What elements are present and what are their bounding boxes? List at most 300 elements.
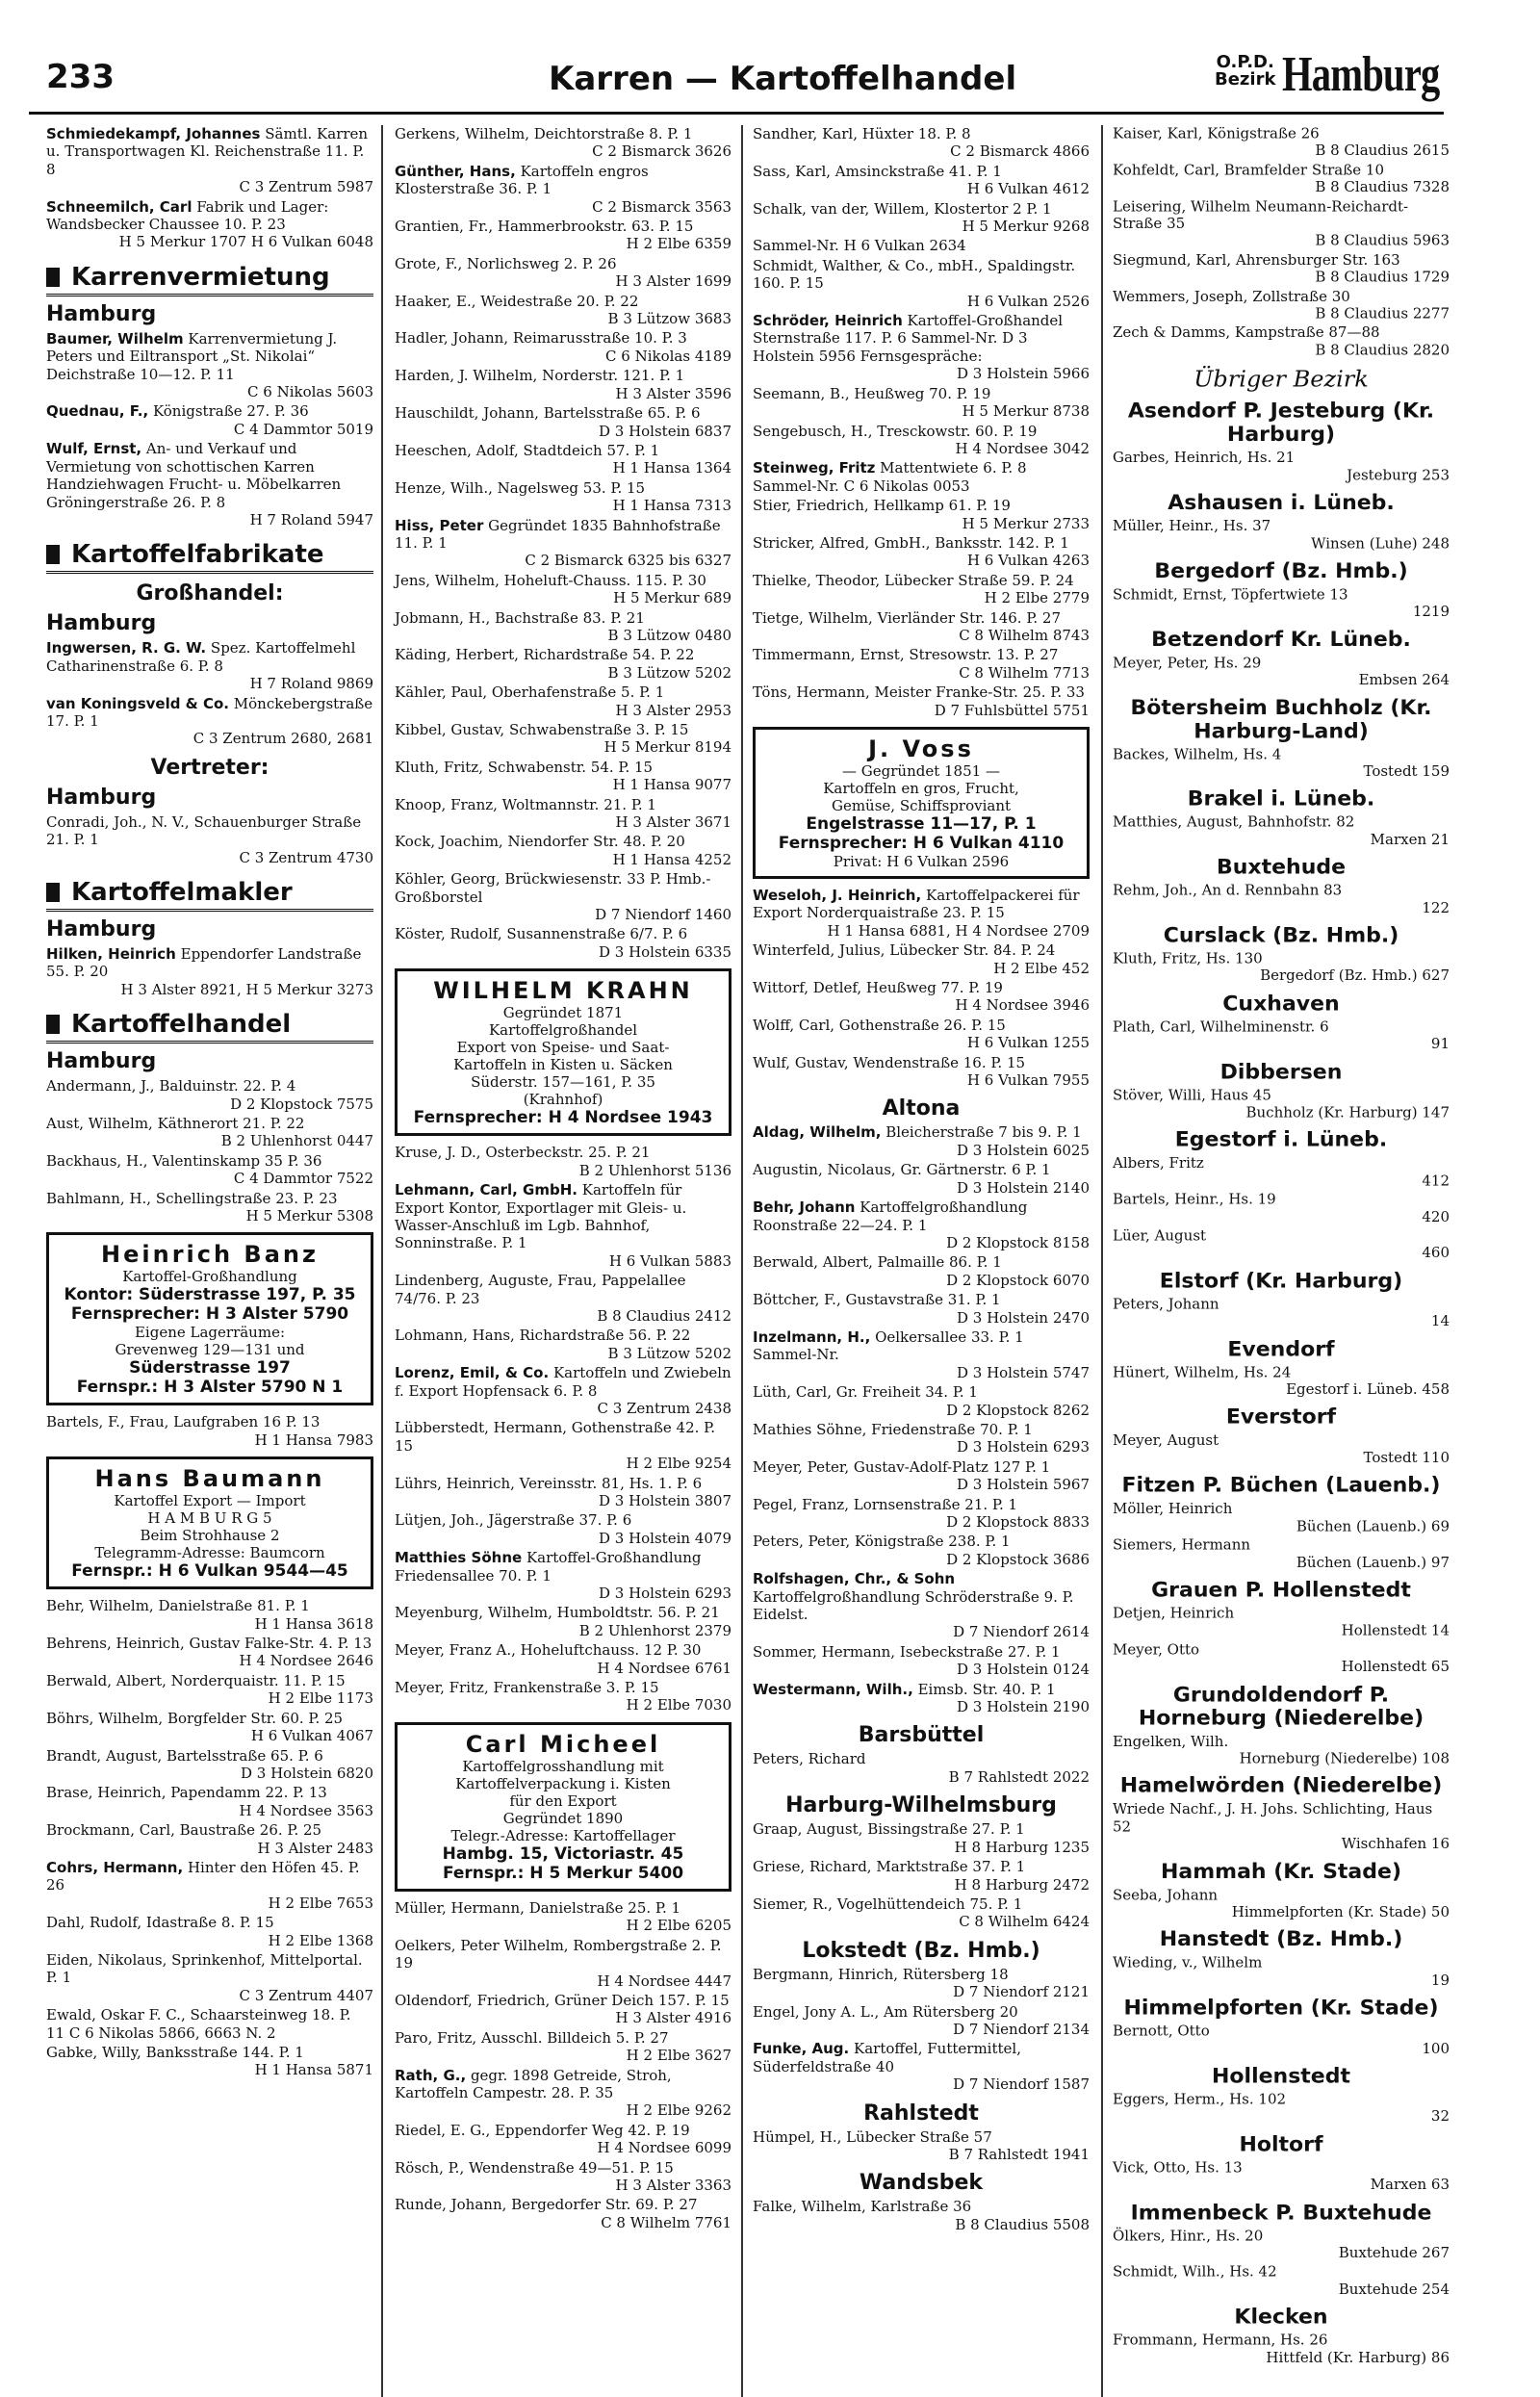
ad-line: Kartoffelgroßhandel (488, 1021, 638, 1040)
entry-phone: 1219 (1412, 603, 1450, 620)
entry-text: Kartoffel-Großhandlung Friedensallee 70. P. 1 (395, 1549, 702, 1585)
list-item (753, 237, 1090, 254)
list-item (395, 329, 732, 365)
advertisement-box (753, 727, 1090, 879)
entry-text: Kluth, Fritz, Schwabenstr. 54. P. 15 (395, 758, 654, 776)
entry-text: Kartoffelgroßhandlung Schröderstraße 9. P. Eidelst. (753, 1587, 1074, 1624)
place-heading: Holtorf (1239, 2132, 1323, 2156)
list-item (753, 1570, 1090, 1641)
list-item (46, 1190, 373, 1225)
entry-list (46, 1413, 373, 1449)
list-item (46, 2006, 373, 2042)
list-item (395, 721, 732, 757)
entry-list (753, 125, 1090, 719)
entry-phone: Marxen 21 (1370, 831, 1450, 848)
ad-line: Telegr.-Adresse: Kartoffellager (450, 1826, 676, 1844)
entry-text: Kartoffeln für Export Kontor, Exportlager mit Gleis- u. Wasser-Anschluß im Lgb. Bahnhof, Sonninstraße. P. 1 (395, 1181, 687, 1252)
list-item (46, 1784, 373, 1819)
entry-phone: C 8 Wilhelm 7761 (601, 2213, 732, 2231)
list-item (1113, 1364, 1450, 1399)
entry-name: Weseloh, J. Heinrich, (753, 887, 922, 904)
entry-phone: Hollenstedt 65 (1341, 1658, 1450, 1676)
list-item (46, 1859, 373, 1912)
entry-text: Oelkers, Peter Wilhelm, Rombergstraße 2. P. 19 (395, 1936, 722, 1972)
ad-title: Heinrich Banz (101, 1241, 319, 1269)
list-item (753, 497, 1090, 532)
list-item (753, 1496, 1090, 1532)
list-item (753, 1681, 1090, 1716)
entry-text: Kartoffeln engros Klosterstraße 36. P. 1 (395, 162, 649, 198)
entry-text: Hauschildt, Johann, Bartelsstraße 65. P. 6 (395, 404, 701, 423)
entry-phone: D 7 Niendorf 2134 (953, 2020, 1090, 2038)
list-item (46, 402, 373, 438)
place-heading: Altona (882, 1096, 961, 1121)
list-item (753, 1253, 1090, 1289)
entry-text: Wieding, v., Wilhelm (1113, 1954, 1263, 1972)
ad-line: für den Export (509, 1791, 617, 1810)
ad-line: (Krahnhof) (523, 1091, 603, 1109)
entry-phone: C 8 Wilhelm 6424 (959, 1913, 1090, 1931)
entry-text: Fabrik und Lager: Wandsbecker Chaussee 10. P. 23 (46, 197, 329, 234)
ad-line: H A M B U R G 5 (147, 1509, 272, 1528)
entry-phone: H 4 Nordsee 6099 (597, 2139, 732, 2157)
entry-phone: H 1 Hansa 7313 (612, 497, 732, 515)
entry-list (46, 639, 373, 747)
list-item (1113, 2091, 1450, 2126)
entry-phone: H 2 Elbe 2779 (984, 589, 1090, 607)
list-item (46, 125, 373, 196)
list-item (395, 517, 732, 570)
list-item (395, 796, 732, 832)
ad-line: Fernsprecher: H 6 Vulkan 4110 (778, 834, 1065, 853)
entry-name: Wulf, Ernst, (46, 440, 142, 458)
list-item (46, 1672, 373, 1708)
entry-list (753, 2198, 1090, 2233)
entry-text: Hünert, Wilhelm, Hs. 24 (1113, 1363, 1292, 1381)
entry-text: Schmidt, Wilh., Hs. 42 (1113, 2263, 1277, 2281)
place-heading: Bergedorf (Bz. Hmb.) (1154, 559, 1408, 583)
place-heading: Immenbeck P. Buxtehude (1130, 2201, 1432, 2225)
list-item (1113, 1087, 1450, 1121)
entry-text: Haaker, E., Weidestraße 20. P. 22 (395, 292, 639, 310)
list-item (753, 1328, 1090, 1381)
entry-text: Kartoffel, Futtermittel, Süderfeldstraße 40 (753, 2040, 1021, 2075)
ad-line: Kontor: Süderstrasse 197, P. 35 (64, 1285, 356, 1305)
list-item (1113, 288, 1450, 322)
place-heading: Cuxhaven (1222, 992, 1340, 1016)
place-heading: Grundoldendorf P. Horneburg (Niederelbe) (1138, 1683, 1424, 1731)
column-4 (1113, 125, 1450, 2368)
entry-phone: C 8 Wilhelm 8743 (959, 626, 1090, 644)
entry-text: Bergmann, Hinrich, Rütersberg 18 (753, 1965, 1009, 1983)
entry-phone: H 3 Alster 2953 (615, 701, 732, 719)
entry-text: Eggers, Herm., Hs. 102 (1113, 2091, 1287, 2108)
entry-text: Kluth, Fritz, Hs. 130 (1113, 950, 1263, 967)
city-heading: Hamburg (46, 916, 157, 941)
list-item (395, 1641, 732, 1677)
place-heading: Himmelpforten (Kr. Stade) (1123, 1996, 1439, 2021)
ad-line: Grevenweg 129—131 und (115, 1341, 305, 1359)
ad-line: Fernspr.: H 6 Vulkan 9544—45 (71, 1561, 348, 1582)
entry-text: Dahl, Rudolf, Idastraße 8. P. 15 (46, 1914, 274, 1932)
entry-phone: D 7 Niendorf 2121 (953, 1983, 1090, 2001)
entry-text: Vick, Otto, Hs. 13 (1113, 2158, 1243, 2177)
list-item (753, 1123, 1090, 1159)
list-item (753, 1858, 1090, 1894)
page-header (29, 29, 1444, 106)
list-item (753, 609, 1090, 645)
entry-text: Meyer, Franz A., Hoheluftchauss. 12 P. 30 (395, 1641, 702, 1660)
list-item (1113, 125, 1450, 160)
list-item (395, 479, 732, 515)
entry-phone: D 3 Holstein 2470 (956, 1308, 1090, 1327)
entry-text: Winterfeld, Julius, Lübecker Str. 84. P. 24 (753, 941, 1056, 960)
entry-text: Mattentwiete 6. P. 8 Sammel-Nr. C 6 Nikolas 0053 (753, 459, 1027, 495)
entry-phone: D 2 Klopstock 3686 (946, 1550, 1090, 1568)
entry-list (395, 1144, 732, 1714)
list-item (753, 459, 1090, 495)
page-title: Karren — Kartoffelhandel (549, 60, 1017, 98)
entry-phone: D 3 Holstein 5967 (956, 1476, 1090, 1494)
entry-text: Karrenvermietung J. Peters und Eiltransport „St. Nikolai“ Deichstraße 10—12. P. 11 (46, 329, 338, 383)
place-heading: Lokstedt (Bz. Hmb.) (802, 1938, 1040, 1963)
entry-phone: Winsen (Luhe) 248 (1311, 534, 1450, 553)
entry-name: Steinweg, Fritz (753, 459, 876, 477)
entry-phone: B 8 Claudius 5508 (955, 2215, 1090, 2233)
place-heading: Dibbersen (1219, 1060, 1343, 1084)
ad-line: Süderstrasse 197 (129, 1358, 291, 1379)
advertisement-box (46, 1232, 373, 1405)
entry-text: Wriede Nachf., J. H. Johs. Schlichting, Haus 52 (1113, 1800, 1433, 1836)
list-item (395, 1419, 732, 1472)
entry-phone: H 1 Hansa 7983 (254, 1430, 373, 1449)
entry-text: Lüth, Carl, Gr. Freiheit 34. P. 1 (753, 1383, 978, 1402)
entry-phone: 91 (1430, 1035, 1450, 1053)
list-item (1113, 1887, 1450, 1921)
entry-phone: C 3 Zentrum 2438 (597, 1399, 732, 1417)
place-heading: Hollenstedt (1212, 2064, 1350, 2089)
entry-text: Kähler, Paul, Oberhafenstraße 5. P. 1 (395, 683, 665, 702)
city-heading: Hamburg (46, 301, 157, 326)
entry-phone: 122 (1422, 899, 1450, 916)
city-heading: Hamburg (46, 1049, 157, 1074)
list-item (395, 1144, 732, 1179)
list-item (753, 2128, 1090, 2164)
entry-text: Backes, Wilhelm, Hs. 4 (1113, 745, 1282, 763)
entry-text: Eiden, Nikolaus, Sprinkenhof, Mittelportal. P. 1 (46, 1950, 363, 1987)
list-item (753, 2198, 1090, 2233)
region-heading: Übriger Bezirk (1194, 366, 1369, 393)
entry-phone: B 2 Uhlenhorst 2379 (578, 1621, 732, 1639)
entry-phone: 412 (1422, 1172, 1450, 1189)
list-item (753, 1198, 1090, 1251)
entry-text: Spez. Kartoffelmehl Catharinenstraße 6. P. 8 (46, 639, 356, 675)
list-item (1113, 950, 1450, 985)
sub-heading: Großhandel: (136, 581, 284, 606)
list-item (395, 646, 732, 682)
entry-text: Brockmann, Carl, Baustraße 26. P. 25 (46, 1821, 322, 1840)
entry-phone: H 5 Merkur 9268 (962, 218, 1090, 236)
entry-phone: H 6 Vulkan 2526 (966, 292, 1090, 310)
place-heading: Betzendorf Kr. Lüneb. (1151, 628, 1411, 652)
entry-text: Kohfeldt, Carl, Bramfelder Straße 10 (1113, 161, 1384, 179)
list-item (46, 813, 373, 866)
entry-text: Griese, Richard, Marktstraße 37. P. 1 (753, 1858, 1026, 1876)
list-item (1113, 1227, 1450, 1262)
place-heading: Fitzen P. Büchen (Lauenb.) (1121, 1474, 1441, 1498)
entry-text: Käding, Herbert, Richardstraße 54. P. 22 (395, 646, 695, 664)
entry-text: Müller, Heinr., Hs. 37 (1113, 517, 1271, 535)
entry-text: Pegel, Franz, Lornsenstraße 21. P. 1 (753, 1495, 1018, 1513)
entry-phone: D 3 Holstein 5747 (956, 1363, 1090, 1381)
entry-text: Kibbel, Gustav, Schwabenstraße 3. P. 15 (395, 721, 689, 738)
list-item (46, 1152, 373, 1188)
entry-text: Sandher, Karl, Hüxter 18. P. 8 (753, 125, 971, 142)
list-item (753, 887, 1090, 940)
list-item (1113, 2263, 1450, 2298)
entry-phone: H 2 Elbe 7030 (626, 1696, 732, 1714)
entry-phone: Tostedt 159 (1363, 762, 1450, 780)
place-heading: Evendorf (1227, 1337, 1335, 1361)
entry-text: Graap, August, Bissingstraße 27. P. 1 (753, 1820, 1025, 1839)
entry-text: Meyenburg, Wilhelm, Humboldtstr. 56. P. 21 (395, 1604, 720, 1622)
entry-name: Rolfshagen, Chr., & Sohn (753, 1570, 956, 1588)
section-heading: Karrenvermietung (46, 263, 373, 296)
entry-phone: H 6 Vulkan 4067 (250, 1727, 373, 1745)
entry-phone: B 3 Lützow 5202 (607, 1344, 732, 1362)
place-heading: Everstorf (1225, 1405, 1337, 1430)
entry-text: Töns, Hermann, Meister Franke-Str. 25. P. 33 (753, 683, 1085, 702)
entry-name: Rath, G., (395, 2066, 467, 2084)
entry-name: Cohrs, Hermann, (46, 1858, 184, 1876)
entry-text: Engel, Jony A. L., Am Rütersberg 20 (753, 2002, 1018, 2021)
entry-text: Gerkens, Wilhelm, Deichtorstraße 8. P. 1 (395, 125, 693, 142)
entry-phone: C 2 Bismarck 6325 bis 6327 (525, 552, 732, 570)
entry-phone: B 7 Rahlstedt 1941 (948, 2145, 1090, 2163)
list-item (753, 2040, 1090, 2093)
entry-phone: H 6 Vulkan 4263 (966, 552, 1090, 570)
entry-phone: D 2 Klopstock 8262 (946, 1401, 1090, 1419)
entry-phone: H 4 Nordsee 3946 (955, 996, 1090, 1015)
entry-text: Möller, Heinrich (1113, 1500, 1233, 1517)
entry-list (753, 887, 1090, 1089)
entry-text: Ewald, Oskar F. C., Schaarsteinweg 18. P. 11 C 6 Nikolas 5866, 6663 N. 2 (46, 2006, 351, 2042)
entry-phone: D 3 Holstein 6293 (598, 1585, 732, 1603)
entry-name: Lorenz, Emil, & Co. (395, 1364, 550, 1382)
list-item (395, 404, 732, 440)
entry-text: Peters, Peter, Königstraße 238. P. 1 (753, 1533, 1011, 1551)
place-heading: Wandsbek (859, 2171, 984, 2196)
entry-phone: C 4 Dammtor 5019 (233, 420, 373, 438)
list-item (395, 255, 732, 291)
list-item (1113, 198, 1450, 250)
list-item (753, 979, 1090, 1015)
entry-text: Aust, Wilhelm, Käthnerort 21. P. 22 (46, 1115, 305, 1132)
list-item (395, 2196, 732, 2231)
list-item (1113, 746, 1450, 781)
entry-text: Wulf, Gustav, Wendenstraße 16. P. 15 (753, 1053, 1026, 1071)
entry-phone: H 2 Elbe 3627 (626, 2047, 732, 2065)
entry-text: Zech & Damms, Kampstraße 87—88 (1113, 323, 1380, 342)
entry-phone: D 3 Holstein 2190 (956, 1698, 1090, 1716)
entry-text: Bahlmann, H., Schellingstraße 23. P. 23 (46, 1189, 338, 1207)
list-item (1113, 1155, 1450, 1190)
entry-name: Westermann, Wilh., (753, 1680, 913, 1698)
entry-phone: Buxtehude 267 (1338, 2244, 1450, 2262)
entry-phone: C 2 Bismarck 3563 (592, 197, 732, 216)
entry-text: Lührs, Heinrich, Vereinsstr. 81, Hs. 1. P. 6 (395, 1474, 703, 1492)
entry-list (46, 1077, 373, 1224)
entry-list (46, 125, 373, 251)
list-item (1113, 1605, 1450, 1639)
entry-list (753, 2040, 1090, 2093)
list-item (1113, 1018, 1450, 1053)
entry-phone: D 2 Klopstock 8158 (946, 1233, 1090, 1251)
entry-text: Böttcher, F., Gustavstraße 31. P. 1 (753, 1291, 1001, 1309)
entry-phone: C 2 Bismarck 4866 (950, 142, 1090, 161)
entry-list (46, 1597, 373, 2079)
header-city: Hamburg (1282, 47, 1440, 102)
entry-text: Behrens, Heinrich, Gustav Falke-Str. 4. P. 13 (46, 1635, 372, 1653)
entry-text: Harden, J. Wilhelm, Norderstr. 121. P. 1 (395, 367, 685, 385)
entry-phone: H 5 Merkur 5308 (245, 1207, 373, 1225)
list-item (1113, 450, 1450, 484)
list-item (395, 1992, 732, 2027)
entry-list (46, 813, 373, 866)
entry-text: Conradi, Joh., N. V., Schauenburger Straße 21. P. 1 (46, 812, 362, 849)
entry-text: Stricker, Alfred, GmbH., Banksstr. 142. P. 1 (753, 533, 1069, 552)
entry-text: Brase, Heinrich, Papendamm 22. P. 13 (46, 1784, 327, 1802)
column-2 (395, 125, 732, 2233)
list-item (46, 1951, 373, 2004)
entry-phone: Hittfeld (Kr. Harburg) 86 (1266, 2349, 1450, 2366)
entry-phone: H 6 Vulkan 5883 (608, 1251, 732, 1270)
list-item (1113, 1191, 1450, 1225)
entry-text: Stöver, Willi, Haus 45 (1113, 1086, 1271, 1104)
list-item (395, 1679, 732, 1714)
entry-phone: D 3 Holstein 0124 (956, 1661, 1090, 1679)
entry-name: Schmiedekampf, Johannes (46, 125, 261, 142)
column-divider (741, 125, 743, 2397)
entry-phone: H 5 Merkur 1707 H 6 Vulkan 6048 (118, 233, 373, 251)
list-item (753, 646, 1090, 682)
entry-text: Eimsb. Str. 40. P. 1 (917, 1680, 1056, 1698)
entry-text: Meyer, August (1113, 1431, 1219, 1450)
list-item (395, 2029, 732, 2065)
entry-phone: H 3 Alster 2483 (257, 1839, 373, 1857)
entry-list (1113, 125, 1450, 359)
list-item (395, 683, 732, 719)
entry-phone: B 7 Rahlstedt 2022 (948, 1767, 1090, 1786)
entry-phone: 19 (1430, 1972, 1450, 1989)
entry-name: Matthies Söhne (395, 1549, 523, 1567)
entry-phone: H 4 Nordsee 3042 (955, 439, 1090, 457)
list-item (46, 1413, 373, 1449)
entry-phone: H 4 Nordsee 6761 (597, 1659, 732, 1677)
entry-text: Hadler, Johann, Reimarusstraße 10. P. 3 (395, 329, 687, 348)
ad-line: Hambg. 15, Victoriastr. 45 (442, 1843, 684, 1864)
entry-text: Jobmann, H., Bachstraße 83. P. 21 (395, 608, 645, 627)
list-item (395, 1181, 732, 1270)
ad-line: Fernspr.: H 3 Alster 5790 N 1 (76, 1378, 344, 1398)
ad-line: Kartoffelverpackung i. Kisten (455, 1774, 671, 1792)
entry-phone: D 3 Holstein 6837 (598, 422, 732, 440)
entry-name: Inzelmann, H., (753, 1327, 871, 1346)
entry-text: Böhrs, Wilhelm, Borgfelder Str. 60. P. 25 (46, 1709, 344, 1727)
entry-phone: B 8 Claudius 1729 (1315, 269, 1450, 286)
place-heading: Asendorf P. Jesteburg (Kr. Harburg) (1127, 400, 1435, 447)
entry-phone: H 4 Nordsee 3563 (239, 1801, 373, 1819)
entry-phone: C 3 Zentrum 2680, 2681 (192, 730, 373, 748)
entry-name: Quednau, F., (46, 402, 149, 421)
list-item (46, 2044, 373, 2079)
entry-text: Gabke, Willy, Banksstraße 144. P. 1 (46, 2044, 304, 2061)
column-1 (46, 125, 373, 2081)
entry-text: Bartels, F., Frau, Laufgraben 16 P. 13 (46, 1413, 321, 1431)
entry-phone: H 3 Alster 8921, H 5 Merkur 3273 (120, 980, 373, 998)
entry-text: Kartoffeln und Zwiebeln f. Export Hopfensack 6. P. 8 (395, 1364, 732, 1400)
list-item (395, 1327, 732, 1362)
list-item (1113, 813, 1450, 848)
list-item (753, 1054, 1090, 1090)
entry-text: Kartoffel-Großhandel Sternstraße 117. P. 6 Sammel-Nr. D 3 Holstein 5956 Fernsgespräche: (753, 312, 1064, 365)
place-heading: Barsbüttel (858, 1723, 985, 1748)
entry-name: Schröder, Heinrich (753, 312, 903, 330)
list-item (753, 257, 1090, 310)
list-item (46, 198, 373, 251)
entry-phone: H 2 Elbe 9262 (626, 2101, 732, 2120)
entry-phone: B 8 Claudius 2820 (1315, 341, 1450, 359)
list-item (395, 833, 732, 868)
ad-line: Export von Speise- und Saat- (456, 1039, 670, 1057)
entry-text: Kartoffelpackerei für Export Norderquaistraße 23. P. 15 (753, 887, 1080, 922)
entry-phone: 14 (1430, 1312, 1450, 1330)
entry-name: Baumer, Wilhelm (46, 329, 184, 348)
place-heading: Brakel i. Lüneb. (1187, 787, 1375, 812)
entry-text: Sämtl. Karren u. Transportwagen Kl. Reichenstraße 11. P. 8 (46, 125, 369, 178)
ad-line: Kartoffeln en gros, Frucht, (823, 780, 1019, 797)
entry-text: Meyer, Fritz, Frankenstraße 3. P. 15 (395, 1679, 659, 1697)
entry-phone: B 3 Lützow 5202 (607, 663, 732, 682)
list-item (46, 1077, 373, 1113)
entry-text: Wittorf, Detlef, Heußweg 77. P. 19 (753, 979, 1003, 997)
place-heading: Ashausen i. Lüneb. (1168, 491, 1395, 515)
entry-text: Riedel, E. G., Eppendorfer Weg 42. P. 19 (395, 2121, 690, 2139)
ad-line: Süderstr. 157—161, P. 35 (471, 1073, 655, 1092)
ad-line: Gegründet 1871 (502, 1004, 624, 1022)
entry-text: Detjen, Heinrich (1113, 1605, 1235, 1622)
list-item (395, 1511, 732, 1547)
list-item (46, 1635, 373, 1670)
list-item (1113, 882, 1450, 916)
entry-phone: Buchholz (Kr. Harburg) 147 (1245, 1103, 1450, 1121)
list-item (1113, 1801, 1450, 1853)
section-heading: Kartoffelfabrikate (46, 540, 373, 574)
entry-phone: Tostedt 110 (1363, 1449, 1450, 1467)
entry-text: Tietge, Wilhelm, Vierländer Str. 146. P. 27 (753, 608, 1062, 627)
entry-text: Frommann, Hermann, Hs. 26 (1113, 2332, 1328, 2349)
entry-phone: B 8 Claudius 2615 (1315, 142, 1450, 160)
entry-name: Hiss, Peter (395, 516, 484, 534)
entry-phone: D 3 Holstein 6335 (598, 942, 732, 961)
entry-text: Meyer, Peter, Hs. 29 (1113, 654, 1262, 671)
entry-list (753, 1750, 1090, 1786)
ad-line: Kartoffeln in Kisten u. Säcken (453, 1056, 673, 1074)
list-item (1113, 654, 1450, 688)
entry-phone: H 2 Elbe 1368 (268, 1931, 373, 1949)
entry-text: Siemers, Hermann (1113, 1536, 1251, 1554)
entry-text: An- und Verkauf und Vermietung von schottischen Karren Handziehwagen Frucht- u. Möbelkarren Gröningerstraße 26. P. 8 (46, 440, 342, 511)
